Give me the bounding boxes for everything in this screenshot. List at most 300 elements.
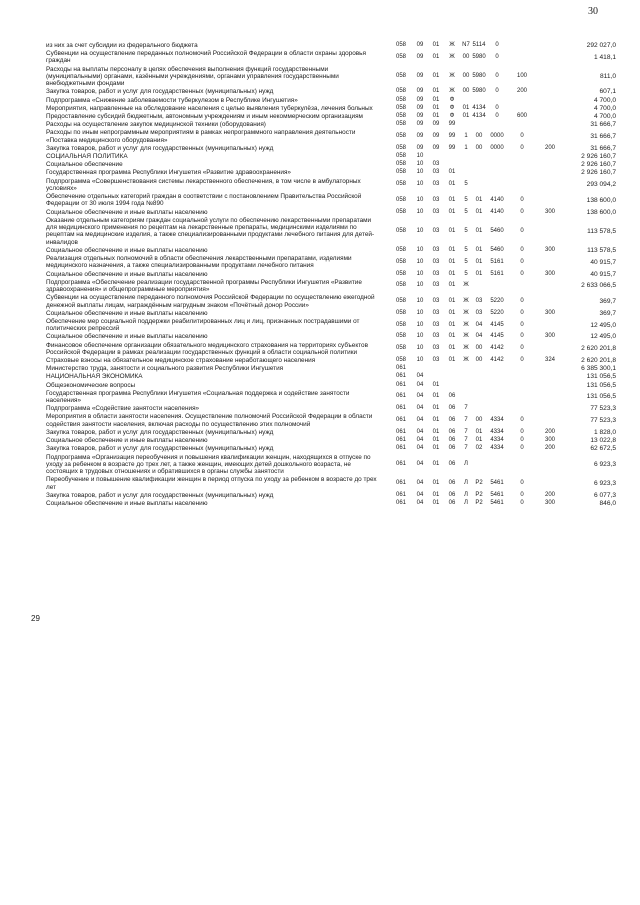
row-description: Обеспечение мер социальной поддержки реабилитированных лиц и лиц, признанных пострадавшими от политических репрессий [46,317,360,333]
code-cell: 300 [544,208,555,215]
row-amount: 12 495,0 [590,321,616,329]
code-cell: 058 [395,133,406,140]
row-description: Социальное обеспечение и иные выплаты населению [46,309,208,317]
code-cell: 7 [464,428,468,435]
code-cell: Ж [463,345,469,352]
row-codes [390,310,564,317]
code-cell: 5161 [490,258,504,265]
code-cell: 03 [432,282,440,289]
code-cell: 061 [395,460,406,467]
code-cell: 01 [475,437,483,444]
code-cell: 03 [432,181,440,188]
code-cell: 04 [475,333,483,340]
code-cell: 058 [395,72,406,79]
row-codes [390,333,564,340]
row-amount: 369,7 [599,297,616,305]
code-cell: 10 [416,181,424,188]
row-amount: 13 022,8 [590,437,616,445]
code-cell: 01 [475,208,483,215]
code-cell: 4142 [490,345,504,352]
row-description: Социальное обеспечение и иные выплаты населению [46,270,208,278]
code-cell: 0 [520,270,524,277]
code-cell: 7 [464,405,468,412]
code-cell: 01 [475,246,483,253]
code-cell: Л [464,479,468,486]
row-description: Субвенции на осуществление переданного полномочия Российской Федерации по осуществлению ежегодной денежной выплаты лицам, награждённым нагрудным знаком «Почётный донор России» [46,294,375,309]
code-cell: 01 [432,405,440,412]
code-cell: 06 [448,393,456,400]
code-cell: 01 [432,417,440,424]
row-description: Расходы на выплаты персоналу в целях обеспечения выполнения функций государственными (муниципальными) органами, казёнными учреждениями, органами управления государственными внебюджетными фондами [46,65,339,88]
code-cell: Ж [463,357,469,364]
code-cell: 0 [520,246,524,253]
code-cell: 061 [395,381,406,388]
row-description: Расходы по иным непрограммным мероприятиям в рамках непрограммного направления деятельности «Поставка медицинского оборудования» [46,129,356,144]
code-cell: 02 [475,445,483,452]
code-cell: 03 [432,169,440,176]
row-codes [390,66,536,88]
row-amount: 62 672,5 [590,445,616,453]
side-number: 29 [31,614,40,623]
row-description: Государственная программа Республики Ингушетия «Социальная поддержка и содействие занятости населения» [46,389,350,405]
code-cell: 058 [395,345,406,352]
code-cell: 10 [416,282,424,289]
code-cell: 01 [448,309,456,316]
table-row [46,373,626,380]
code-cell: 04 [416,393,424,400]
code-cell: 01 [448,282,456,289]
code-cell: 0 [520,345,524,352]
code-cell: 058 [395,53,406,60]
code-cell: Ж [463,321,469,328]
row-description: Подпрограмма «Совершенствования системы лекарственного обеспечения, в том числе в амбулаторных условиях» [46,177,361,192]
code-cell: 04 [416,499,424,506]
code-cell: 0 [520,258,524,265]
code-cell: 4334 [490,445,504,452]
row-description: Общеэкономические вопросы [46,381,136,389]
code-cell: 5161 [490,270,504,277]
code-cell: 058 [395,270,406,277]
code-cell: 04 [416,428,424,435]
row-amount: 4 700,0 [594,113,616,121]
code-cell: 061 [395,428,406,435]
code-cell: 01 [432,499,440,506]
code-cell: 03 [432,357,440,364]
table-row [46,382,626,389]
code-cell: 01 [432,88,440,95]
code-cell: 5460 [490,246,504,253]
code-cell: 01 [448,227,456,234]
row-amount: 113 578,5 [587,227,616,235]
row-codes [390,161,536,168]
code-cell: 0 [520,357,524,364]
code-cell: 01 [432,479,440,486]
row-codes [390,50,536,65]
table-row [46,169,626,176]
row-amount: 113 578,5 [587,246,616,254]
code-cell: 5 [464,196,468,203]
code-cell: 00 [475,144,483,151]
code-cell: 03 [432,345,440,352]
code-cell: 01 [462,104,470,111]
code-cell: 0 [495,53,499,60]
code-cell: 10 [416,208,424,215]
code-cell: 03 [432,227,440,234]
code-cell: 01 [475,428,483,435]
row-amount: 31 666,7 [590,133,616,141]
row-codes [390,193,536,208]
code-cell: 0 [520,479,524,486]
row-amount: 6 385 300,1 [581,365,616,373]
code-cell: Ж [449,72,455,79]
row-codes [390,500,564,507]
table-row [46,476,626,491]
code-cell: 058 [395,121,406,128]
code-cell: 058 [395,309,406,316]
code-cell: 600 [516,113,527,120]
code-cell: 0 [520,208,524,215]
code-cell: 09 [432,133,440,140]
code-cell: Л [464,460,468,467]
code-cell: Ф [449,113,455,120]
table-row [46,500,626,507]
row-description: Социальное обеспечение и иные выплаты населению [46,333,208,341]
code-cell: 01 [432,393,440,400]
code-cell: 01 [432,104,440,111]
table-row [46,129,626,144]
code-cell: 03 [432,161,440,168]
code-cell: Ж [449,88,455,95]
row-amount: 131 056,5 [586,373,616,381]
code-cell: 324 [544,357,555,364]
code-cell: 01 [432,437,440,444]
table-row [46,113,626,120]
row-codes [390,373,536,380]
code-cell: 300 [544,499,555,506]
code-cell: 061 [395,365,406,372]
row-amount: 2 620 201,8 [581,357,616,365]
code-cell: 06 [448,445,456,452]
table-row [46,357,626,364]
code-cell: 10 [416,270,424,277]
code-cell: 058 [395,282,406,289]
code-cell: 10 [416,297,424,304]
row-description: Подпрограмма «Обеспечение реализации государственной программы Республики Ингушетия «Развитие здравоохранения» и общепрограммные мероприятия» [46,278,362,294]
row-description: Оказание отдельным категориям граждан социальной услуги по обеспечению лекарственными препаратами для медицинского применения по рецептам на лекарственные препараты, медицинскими изделиями по рецептам на медицинские изделия, а также специализированными продуктами лечебного питания для детей-инвалидов [46,216,375,246]
row-codes [390,247,564,254]
code-cell: 300 [544,270,555,277]
row-description: Социальное обеспечение и иные выплаты населению [46,246,208,254]
table-row [46,217,626,246]
code-cell: 058 [395,227,406,234]
code-cell: 04 [416,373,424,380]
code-cell: 058 [395,258,406,265]
code-cell: 058 [395,181,406,188]
row-description: Расходы на осуществление закупок медицинской техники (оборудования) [46,121,266,129]
row-codes [390,437,564,444]
code-cell: 5 [464,227,468,234]
code-cell: 5980 [472,72,486,79]
code-cell: 09 [416,42,424,48]
code-cell: 0 [520,491,524,498]
code-cell: 058 [395,88,406,95]
table-row [46,429,626,436]
code-cell: 061 [395,479,406,486]
code-cell: Ж [463,297,469,304]
code-cell: 01 [475,196,483,203]
code-cell: 0000 [490,144,504,151]
code-cell: 00 [475,133,483,140]
table-row [46,42,626,49]
code-cell: 5 [464,181,468,188]
code-cell: 03 [432,208,440,215]
code-cell: 061 [395,437,406,444]
code-cell: 058 [395,208,406,215]
row-description: Переобучение и повышение квалификации женщин в период отпуска по уходу за ребенком в возрасте до трех лет [46,476,377,491]
code-cell: 100 [516,72,527,79]
code-cell: 06 [448,491,456,498]
row-amount: 6 077,3 [594,491,616,499]
code-cell: 200 [516,88,527,95]
code-cell: 01 [432,460,440,467]
code-cell: 06 [448,499,456,506]
code-cell: 5980 [472,53,486,60]
code-cell: 99 [448,133,456,140]
code-cell: 4140 [490,196,504,203]
code-cell: 058 [395,333,406,340]
code-cell: 0 [520,445,524,452]
table-row [46,121,626,128]
row-description: Подпрограмма «Организация переобучения и повышения квалификации женщин, находящихся в отпуске по уходу за ребенком в возрасте до трех лет, а также женщин, имеющих детей дошкольного возраста, не состоящих в трудовых отношениях и обратившихся в органы службы занятости [46,453,371,476]
code-cell: Ж [463,282,469,289]
code-cell: 00 [475,345,483,352]
code-cell: 10 [416,153,424,160]
code-cell: 10 [416,309,424,316]
row-codes [390,413,536,428]
row-amount: 6 923,3 [594,460,616,468]
code-cell: 03 [432,270,440,277]
table-row [46,365,626,372]
table-row [46,318,626,333]
code-cell: 01 [432,381,440,388]
code-cell: P2 [475,499,483,506]
code-cell: N7 [462,42,470,48]
code-cell: 01 [448,208,456,215]
code-cell: 01 [432,53,440,60]
row-amount: 4 700,0 [594,104,616,112]
code-cell: 5460 [490,227,504,234]
code-cell: 061 [395,445,406,452]
code-cell: 01 [475,270,483,277]
row-description: Мероприятия в области занятости населения. Осуществление полномочий Российской Федерации в области содействия занятости населения, включая расходы по осуществлению этих полномочий [46,413,373,428]
row-codes [390,97,536,104]
code-cell: 0 [520,196,524,203]
code-cell: 7 [464,417,468,424]
code-cell: 058 [395,161,406,168]
code-cell: Ж [463,309,469,316]
code-cell: 01 [448,333,456,340]
code-cell: 0 [520,309,524,316]
code-cell: 061 [395,405,406,412]
code-cell: 061 [395,417,406,424]
code-cell: 09 [416,144,424,151]
code-cell: 0 [520,499,524,506]
code-cell: 10 [416,333,424,340]
code-cell: 061 [395,393,406,400]
code-cell: 00 [462,72,470,79]
row-codes [390,429,564,436]
row-description: из них за счет субсидии из федерального бюджета [46,42,198,49]
row-codes [390,255,536,270]
code-cell: 300 [544,437,555,444]
code-cell: 058 [395,169,406,176]
row-codes [390,42,536,49]
code-cell: 0 [495,104,499,111]
code-cell: 01 [432,445,440,452]
row-description: Социальное обеспечение и иные выплаты населению [46,437,208,445]
code-cell: 04 [416,460,424,467]
code-cell: 03 [432,246,440,253]
table-row [46,454,626,476]
row-codes [390,382,536,389]
code-cell: 04 [416,405,424,412]
code-cell: 4134 [472,104,486,111]
row-description: Закупка товаров, работ и услуг для государственных (муниципальных) нужд [46,144,274,152]
code-cell: 01 [432,113,440,120]
table-row [46,413,626,428]
code-cell: 0 [520,227,524,234]
code-cell: 09 [416,72,424,79]
code-cell: 200 [544,445,555,452]
code-cell: 01 [448,345,456,352]
code-cell: 058 [395,321,406,328]
code-cell: 06 [448,405,456,412]
code-cell: 300 [544,309,555,316]
row-codes [390,121,536,128]
code-cell: 061 [395,491,406,498]
code-cell: 4334 [490,437,504,444]
code-cell: 09 [416,104,424,111]
code-cell: 01 [448,181,456,188]
table-row [46,105,626,112]
row-amount: 31 666,7 [590,144,616,152]
table-row [46,193,626,208]
code-cell: 00 [475,357,483,364]
row-codes [390,169,536,176]
code-cell: 04 [416,479,424,486]
code-cell: 09 [432,144,440,151]
code-cell: 0 [495,88,499,95]
row-description: Мероприятия, направленные на обследование населения с целью выявления туберкулёза, лечения больных [46,104,373,112]
code-cell: 0 [520,333,524,340]
code-cell: P2 [475,479,483,486]
code-cell: 200 [544,491,555,498]
row-description: Страховые взносы на обязательное медицинское страхование неработающего населения [46,357,316,365]
code-cell: 4134 [472,113,486,120]
table-row [46,294,626,309]
table-row [46,161,626,168]
row-amount: 2 926 160,7 [581,169,616,177]
code-cell: Л [464,499,468,506]
code-cell: 5220 [490,309,504,316]
row-description: Закупка товаров, работ и услуг для государственных (муниципальных) нужд [46,88,274,96]
code-cell: 5 [464,246,468,253]
code-cell: 10 [416,227,424,234]
code-cell: 200 [544,428,555,435]
code-cell: 01 [448,270,456,277]
code-cell: 200 [544,144,555,151]
code-cell: 04 [416,445,424,452]
row-amount: 40 915,7 [590,258,616,266]
row-amount: 846,0 [599,499,616,507]
code-cell: 10 [416,258,424,265]
table-row [46,492,626,499]
code-cell: 058 [395,153,406,160]
code-cell: 0 [520,428,524,435]
table-row [46,333,626,340]
code-cell: 1 [464,144,468,151]
table-row [46,255,626,270]
code-cell: 0 [495,42,499,48]
code-cell: 300 [544,246,555,253]
row-description: Подпрограмма «Снижение заболеваемости туберкулезом в Республике Ингушетия» [46,96,298,104]
row-codes [390,357,564,364]
row-amount: 2 620 201,8 [581,345,616,353]
code-cell: 03 [432,321,440,328]
code-cell: 03 [432,297,440,304]
code-cell: 0 [495,113,499,120]
code-cell: 5461 [490,479,504,486]
code-cell: 5220 [490,297,504,304]
code-cell: 7 [464,445,468,452]
table-row [46,390,626,405]
code-cell: 01 [448,169,456,176]
code-cell: 06 [448,428,456,435]
code-cell: 058 [395,297,406,304]
table-row [46,279,626,294]
row-amount: 369,7 [599,309,616,317]
row-amount: 292 027,0 [586,42,616,49]
code-cell: Ж [463,333,469,340]
code-cell: 03 [432,258,440,265]
code-cell: 0 [520,297,524,304]
row-codes [390,271,564,278]
code-cell: 01 [448,246,456,253]
code-cell: 04 [475,321,483,328]
code-cell: 00 [462,53,470,60]
code-cell: 061 [395,373,406,380]
row-codes [390,209,564,216]
table-row [46,209,626,216]
row-amount: 138 600,0 [586,196,616,204]
code-cell: 058 [395,246,406,253]
row-codes [390,390,536,405]
table-row [46,271,626,278]
row-codes [390,217,536,246]
code-cell: 4140 [490,208,504,215]
row-description: Закупка товаров, работ и услуг для государственных (муниципальных) нужд [46,491,274,499]
row-codes [390,445,564,452]
code-cell: 09 [416,121,424,128]
code-cell: 5461 [490,499,504,506]
code-cell: 09 [416,113,424,120]
row-amount: 31 666,7 [590,121,616,129]
code-cell: 061 [395,499,406,506]
code-cell: 0 [520,144,524,151]
row-description: Социальное обеспечение и иные выплаты населению [46,499,208,507]
code-cell: 5980 [472,88,486,95]
row-amount: 1 418,1 [594,53,616,61]
